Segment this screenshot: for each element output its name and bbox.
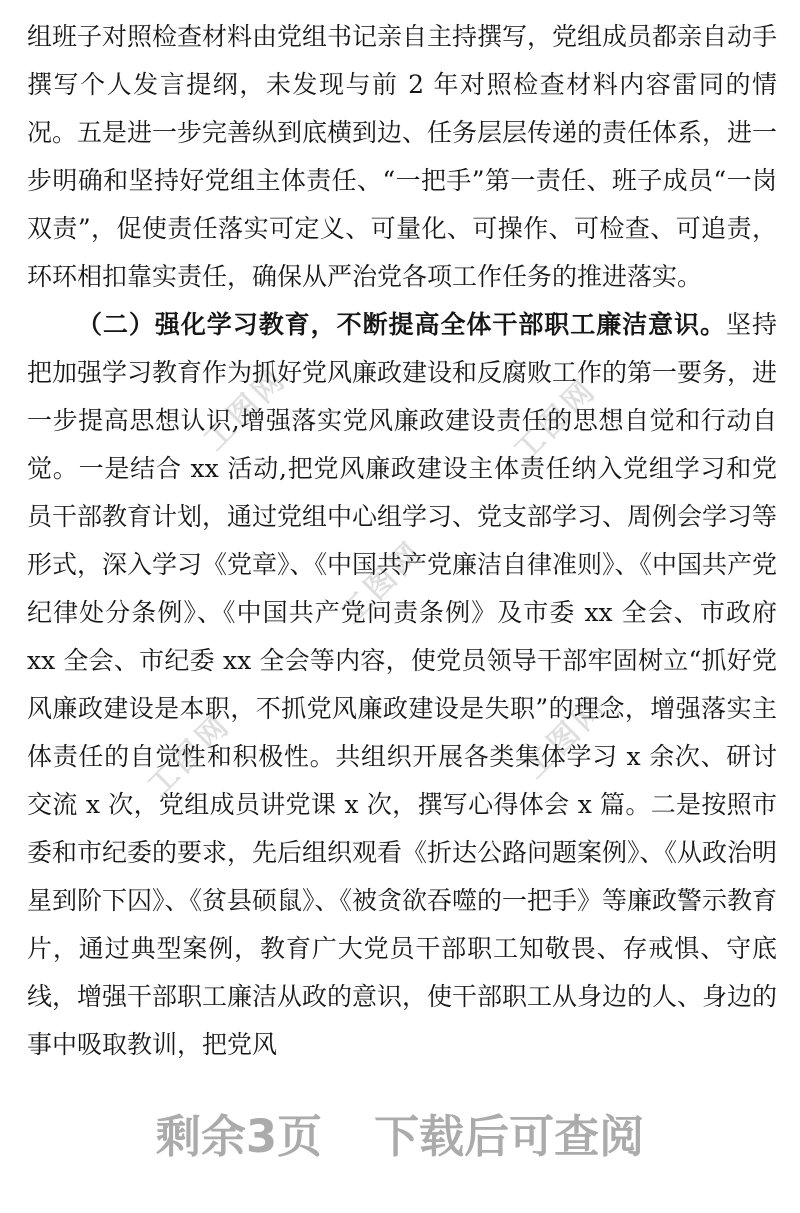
paragraph-section-two bbox=[27, 301, 777, 1069]
section-heading-run: （二）强化学习教育，不断提高全体干部职工廉洁意识。 bbox=[77, 310, 727, 339]
watermark-text: 工图网 bbox=[517, 689, 614, 786]
watermark-text: 工图网 bbox=[334, 534, 431, 631]
pages-remaining-label: 剩余3页 bbox=[155, 1110, 323, 1163]
watermark-text: 工图网 bbox=[197, 361, 294, 458]
watermark-text: 工图网 bbox=[507, 372, 604, 469]
document-body bbox=[27, 13, 777, 1069]
page-footer bbox=[0, 1100, 800, 1165]
paragraph-continuation bbox=[27, 13, 777, 301]
download-hint-label: 下载后可查阅 bbox=[374, 1110, 645, 1163]
body-text-run: 坚持把加强学习教育作为抓好党风廉政建设和反腐败工作的第一要务，进一步提高思想认识,增强落实党风廉政建设责任的思想自觉和行动自觉。一是结合 xx 活动,把党风廉政建设主体责任纳入党组学习和党员干部教育计划，通过党组中心组学习、党支部学习、周例会学习等形式，深入学习《党章》、《中国共产党廉洁自律准则》、《中国共产党纪律处分条例》、《中国共产党问责条例》及市委 xx 全会、市政府 xx 全会、市纪委 xx 全会等内容，使党员领导干部牢固树立“抓好党风廉政建设是本职，不抓党风廉政建设是失职”的理念，增强落实主体责任的自觉性和积极性。共组织开展各类集体学习 x 余次、研讨交流 x 次，党组成员讲党课 x 次，撰写心得体会 x 篇。二是按照市委和市纪委的要求，先后组织观看《折达公路问题案例》、《从政治明星到阶下囚》、《贫县硕鼠》、《被贪欲吞噬的一把手》等廉政警示教育片，通过典型案例，教育广大党员干部职工知敬畏、存戒惧、守底线，增强干部职工廉洁从政的意识，使干部职工从身边的人、身边的事中吸取教训，把党风 bbox=[27, 310, 778, 1059]
watermark-text: 工图网 bbox=[141, 707, 238, 804]
body-text-run: 组班子对照检查材料由党组书记亲自主持撰写，党组成员都亲自动手撰写个人发言提纲，未发现与前 2 年对照检查材料内容雷同的情况。五是进一步完善纵到底横到边、任务层层传递的责任体系，进一步明确和坚持好党组主体责任、“一把手”第一责任、班子成员“一岗双责”，促使责任落实可定义、可量化、可操作、可检查、可追责，环环相扣靠实责任，确保从严治党各项工作任务的推进落实。 bbox=[27, 22, 778, 291]
